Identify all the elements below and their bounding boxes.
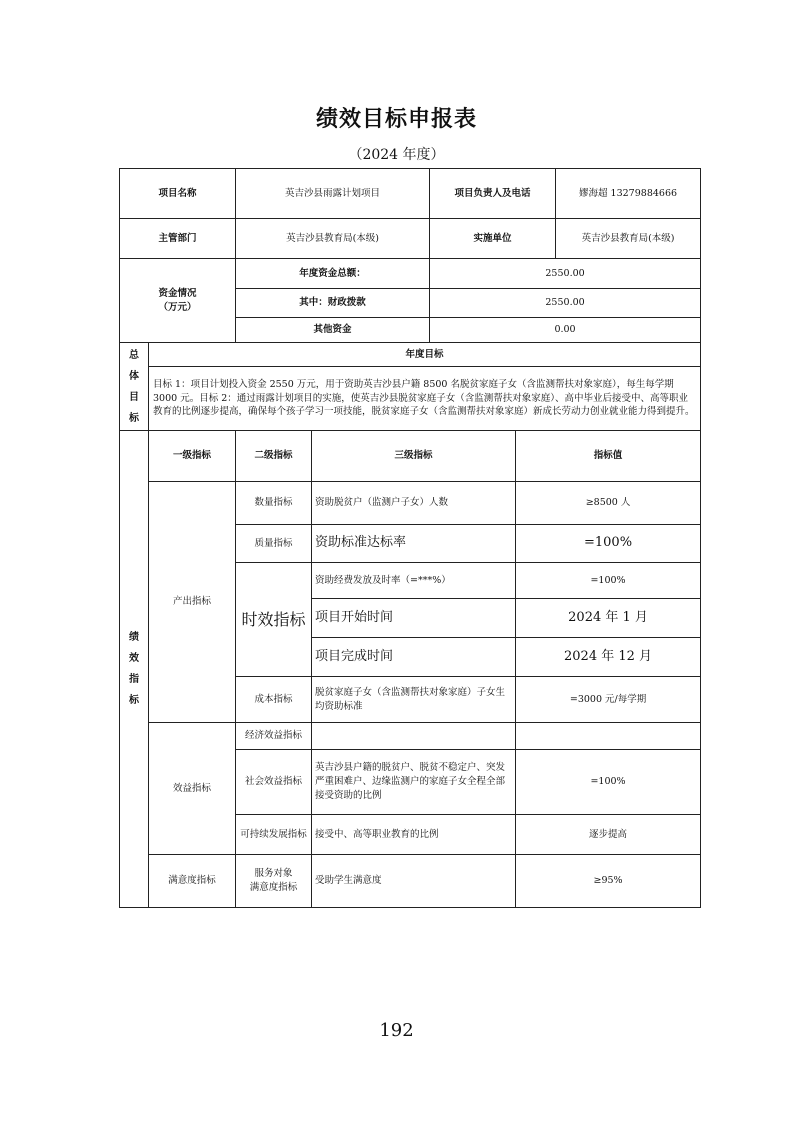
funds-label-line1: 资金情况 [158, 287, 197, 299]
cost-item: 脱贫家庭子女（含监测帮扶对象家庭）子女生均资助标准 [312, 677, 516, 723]
project-manager-label: 项目负责人及电话 [430, 169, 556, 219]
funds-label [120, 259, 236, 343]
col-level3: 三级指标 [312, 431, 516, 482]
side-char: 标 [129, 695, 139, 706]
timeliness-item-2: 项目开始时间 [312, 599, 516, 638]
col-level2: 二级指标 [236, 431, 312, 482]
funds-fiscal-label: 其中：财政拨款 [236, 289, 430, 318]
timeliness-item-3: 项目完成时间 [312, 638, 516, 677]
economic-row [120, 723, 701, 750]
department-row [120, 219, 701, 259]
annual-goal-header: 年度目标 [149, 343, 701, 367]
page-title: 绩效目标申报表 [315, 106, 477, 132]
col-level1: 一级指标 [149, 431, 236, 482]
timeliness-item-1: 资助经费发放及时率（=***%） [312, 563, 516, 599]
timeliness-value-1: =100% [516, 563, 701, 599]
project-name-label: 项目名称 [120, 169, 236, 219]
side-char: 绩 [129, 632, 139, 643]
social-label: 社会效益指标 [236, 750, 312, 815]
funds-other-label: 其他资金 [236, 318, 430, 343]
funds-total-label: 年度资金总额： [236, 259, 430, 289]
economic-item [312, 723, 516, 750]
economic-label: 经济效益指标 [236, 723, 312, 750]
sustain-value: 逐步提高 [516, 815, 701, 855]
overall-goal-header-row [120, 343, 701, 367]
quantity-label: 数量指标 [236, 482, 312, 525]
project-manager-value: 嫪海超 13279884666 [556, 169, 701, 219]
quantity-value: ≥8500 人 [516, 482, 701, 525]
service-label-line2: 满意度指标 [249, 882, 298, 893]
funds-fiscal-value: 2550.00 [430, 289, 701, 318]
project-name-value: 英吉沙县雨露计划项目 [236, 169, 430, 219]
service-satisfaction-label [236, 855, 312, 908]
service-label-line1: 服务对象 [254, 868, 293, 880]
sustain-label: 可持续发展指标 [236, 815, 312, 855]
quantity-row [120, 482, 701, 525]
funds-other-value: 0.00 [430, 318, 701, 343]
satisfaction-indicator-label: 满意度指标 [149, 855, 236, 908]
side-char: 标 [129, 412, 139, 424]
side-char: 指 [129, 674, 139, 685]
timeliness-value-3: 2024 年 12 月 [516, 638, 701, 677]
annual-goal-text: 目标 1：项目计划投入资金 2550 万元，用于资助英吉沙县户籍 8500 名脱贫家庭子女（含监测帮扶对象家庭），每生每学期 3000 元。目标 2：通过雨露计划项目的实施，使英吉沙县脱贫家庭子女（含监测帮扶对象家庭）、高中毕业后接受中、高等职业教育的比例逐步提高，确保每个孩子学习一项技能，脱贫家庭子女（含监测帮扶对象家庭）新成长劳动力创业就业能力得到提升。 [149, 367, 701, 431]
overall-goal-text-row [120, 367, 701, 431]
quantity-item: 资助脱贫户（监测户子女）人数 [312, 482, 516, 525]
indicator-header-row [120, 431, 701, 482]
quality-value: =100% [516, 525, 701, 563]
side-char: 效 [129, 653, 139, 664]
satisfaction-row [120, 855, 701, 908]
quality-label: 质量指标 [236, 525, 312, 563]
social-item: 英吉沙县户籍的脱贫户、脱贫不稳定户、突发严重困难户、边缘监测户的家庭子女全程全部接受资助的比例 [312, 750, 516, 815]
output-indicator-label: 产出指标 [149, 482, 236, 723]
quality-item: 资助标准达标率 [312, 525, 516, 563]
impl-unit-label: 实施单位 [430, 219, 556, 259]
overall-goal-side-label [120, 343, 149, 431]
funds-label-line2: （万元） [158, 301, 197, 313]
project-name-row [120, 169, 701, 219]
performance-target-table [119, 168, 701, 908]
satisfaction-item: 受助学生满意度 [312, 855, 516, 908]
social-value: =100% [516, 750, 701, 815]
timeliness-value-2: 2024 年 1 月 [516, 599, 701, 638]
page-subtitle: （2024 年度） [348, 147, 445, 163]
dept-value: 英吉沙县教育局(本级) [236, 219, 430, 259]
funds-total-value: 2550.00 [430, 259, 701, 289]
funds-total-row [120, 259, 701, 289]
sustain-item: 接受中、高等职业教育的比例 [312, 815, 516, 855]
economic-value [516, 723, 701, 750]
col-value: 指标值 [516, 431, 701, 482]
dept-label: 主管部门 [120, 219, 236, 259]
indicators-side-label [120, 431, 149, 908]
side-char: 体 [129, 370, 139, 382]
page-number: 192 [379, 1020, 414, 1041]
benefit-indicator-label: 效益指标 [149, 723, 236, 855]
side-char: 总 [129, 349, 139, 361]
side-char: 目 [129, 391, 139, 403]
timeliness-label: 时效指标 [236, 563, 312, 677]
cost-value: =3000 元/每学期 [516, 677, 701, 723]
satisfaction-value: ≥95% [516, 855, 701, 908]
impl-unit-value: 英吉沙县教育局(本级) [556, 219, 701, 259]
cost-label: 成本指标 [236, 677, 312, 723]
